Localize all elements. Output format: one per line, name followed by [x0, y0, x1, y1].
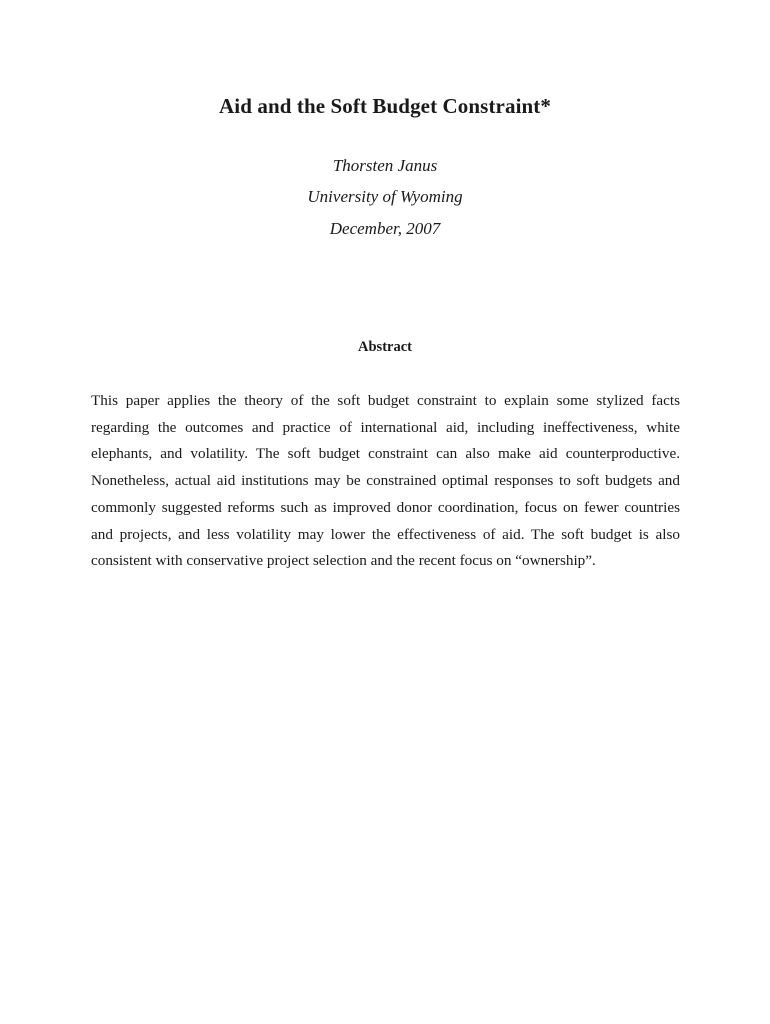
- abstract-text: This paper applies the theory of the soft budget constraint to explain some stylized facts regarding the outcomes and practice of international aid, including ineffectiveness, white elephants, and volatility. The soft budget constraint can also make aid counterproductive. Nonetheless, actual aid institutions may be constrained optimal responses to soft budgets and commonly suggested reforms such as improved donor coordination, focus on fewer countries and projects, and less volatility may lower the effectiveness of aid. The soft budget is also consistent with conservative project selection and the recent focus on “ownership”.: [91, 392, 680, 570]
- author-name: Thorsten Janus: [332, 156, 438, 175]
- publication-date: December, 2007: [329, 219, 441, 238]
- paper-title: Aid and the Soft Budget Constraint*: [219, 94, 551, 118]
- abstract-heading: Abstract: [358, 339, 412, 355]
- author-affiliation: University of Wyoming: [307, 187, 463, 206]
